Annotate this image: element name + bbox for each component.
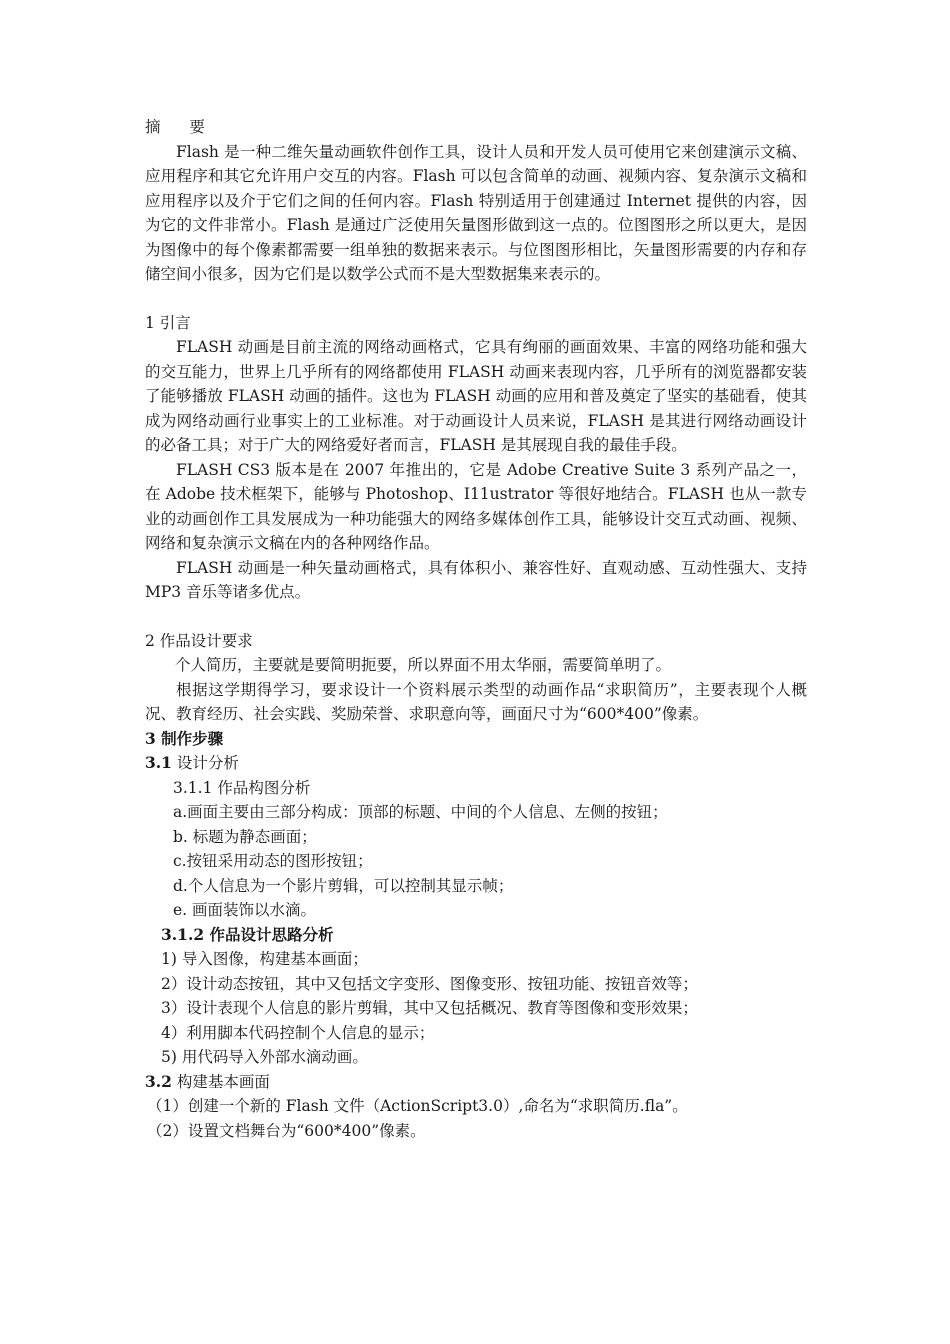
list-item: d.个人信息为一个影片剪辑，可以控制其显示帧； bbox=[173, 876, 514, 895]
section-3-1-title: 设计分析 bbox=[171, 754, 239, 772]
list-item: 5) 用代码导入外部水滴动画。 bbox=[161, 1048, 368, 1066]
section-3-1-number: 3.1 bbox=[145, 753, 172, 772]
section-1-heading: 1 引言 bbox=[145, 313, 191, 332]
section-2-heading: 2 作品设计要求 bbox=[145, 631, 253, 650]
spacer bbox=[145, 287, 807, 311]
abstract-body: Flash 是一种二维矢量动画软件创作工具，设计人员和开发人员可使用它来创建演示文稿、应用程序和其它允许用户交互的内容。Flash 可以包含简单的动画、视频内容、复杂演示文稿和应用程序以及介于它们之间的任何内容。Flash 特别适用于创建通过 Internet 提供的内容，因为它的文件非常小。Flash 是通过广泛使用矢量图形做到这一点的。位图图形之所以更大，是因为图像中的每个像素都需要一组单独的数据来表示。与位图图形相比，矢量图形需要的内存和存储空间小很多，因为它们是以数学公式而不是大型数据集来表示的。 bbox=[145, 142, 807, 283]
abstract-title: 摘 要 bbox=[145, 118, 217, 136]
section-3-2-heading bbox=[145, 1070, 807, 1095]
section-1-paragraph: FLASH 动画是目前主流的网络动画格式，它具有绚丽的画面效果、丰富的网络功能和强大的交互能力，世界上几乎所有的网络都使用 FLASH 动画来表现内容，几乎所有的浏览器都安装了能够播放 FLASH 动画的插件。这也为 FLASH 动画的应用和普及奠定了坚实的基础看，使其成为网络动画行业事实上的工业标准。对于动画设计人员来说，FLASH 是其进行网络动画设计的必备工具；对于广大的网络爱好者而言，FLASH 是其展现自我的最佳手段。 bbox=[145, 338, 807, 454]
section-2-paragraph: 个人简历，主要就是要简明扼要，所以界面不用太华丽，需要简单明了。 bbox=[175, 656, 672, 674]
list-item: e. 画面装饰以水滴。 bbox=[173, 901, 317, 919]
section-3-1-heading bbox=[145, 751, 807, 776]
list-item: b. 标题为静态画面； bbox=[173, 827, 317, 846]
list-item: 2）设计动态按钮，其中又包括文字变形、图像变形、按钮功能、按钮音效等； bbox=[161, 974, 698, 993]
section-3-1-1-heading: 3.1.1 作品构图分析 bbox=[173, 778, 311, 797]
section-1-paragraph: FLASH 动画是一种矢量动画格式，具有体积小、兼容性好、直观动感、互动性强大、支持 MP3 音乐等诸多优点。 bbox=[145, 558, 807, 601]
section-3-2-title: 构建基本画面 bbox=[171, 1072, 270, 1091]
section-2-paragraph: 根据这学期得学习，要求设计一个资料展示类型的动画作品“求职简历”，主要表现个人概况、教育经历、社会实践、奖励荣誉、求职意向等，画面尺寸为“600*400”像素。 bbox=[145, 680, 807, 723]
section-3-1-2-heading: 3.1.2 作品设计思路分析 bbox=[161, 924, 334, 944]
section-3-heading: 3 制作步骤 bbox=[145, 728, 224, 748]
list-item: a.画面主要由三部分构成：顶部的标题、中间的个人信息、左侧的按钮； bbox=[173, 803, 668, 821]
section-3-2-number: 3.2 bbox=[145, 1071, 172, 1091]
document-page bbox=[145, 115, 807, 1143]
list-item: （1）创建一个新的 Flash 文件（ActionScript3.0）,命名为“求职简历.fla”。 bbox=[147, 1097, 688, 1115]
spacer bbox=[145, 605, 807, 629]
list-item: 1) 导入图像，构建基本画面； bbox=[161, 950, 368, 968]
list-item: 3）设计表现个人信息的影片剪辑，其中又包括概况、教育等图像和变形效果； bbox=[161, 999, 698, 1017]
list-item: c.按钮采用动态的图形按钮； bbox=[173, 852, 373, 870]
list-item: 4）利用脚本代码控制个人信息的显示； bbox=[161, 1023, 435, 1042]
section-1-paragraph: FLASH CS3 版本是在 2007 年推出的，它是 Adobe Creative Suite 3 系列产品之一，在 Adobe 技术框架下，能够与 Photoshop、I11ustrator 等很好地结合。FLASH 也从一款专业的动画创作工具发展成为一种功能强大的网络多媒体创作工具，能够设计交互式动画、视频、网络和复杂演示文稿在内的各种网络作品。 bbox=[145, 460, 807, 552]
list-item: （2）设置文档舞台为“600*400”像素。 bbox=[147, 1121, 426, 1140]
